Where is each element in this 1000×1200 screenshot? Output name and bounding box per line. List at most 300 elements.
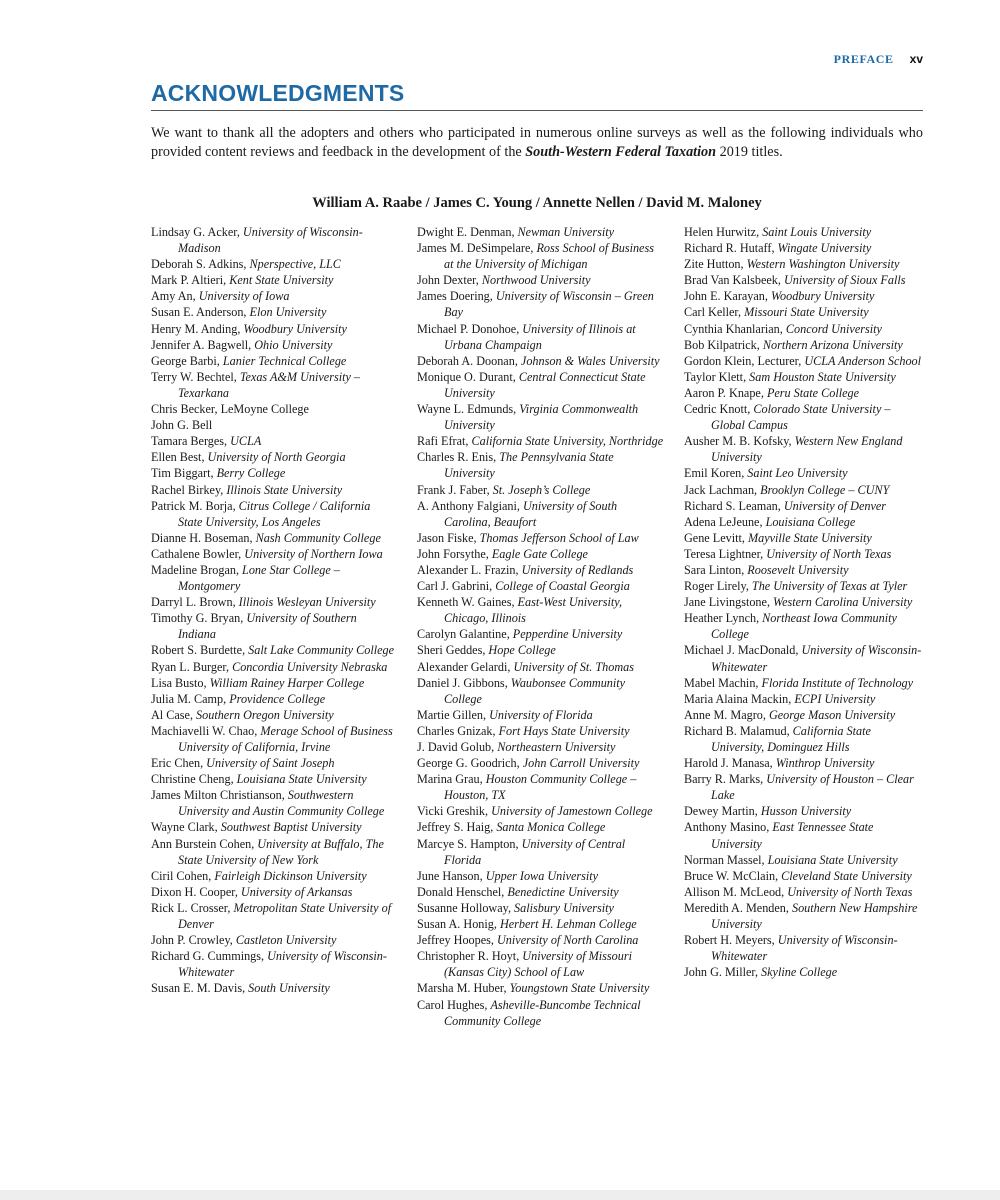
reviewer-entry: Richard S. Leaman, University of Denver [684, 498, 887, 513]
reviewer-affiliation: South University [248, 981, 330, 996]
reviewer-name: Daniel J. Gibbons [417, 675, 505, 690]
reviewer-name: Susan E. M. Davis [151, 981, 243, 996]
reviewer-entry: Richard R. Hutaff, Wingate University [684, 241, 872, 256]
reviewer-name: Terry W. Bechtel [151, 369, 234, 384]
reviewer-affiliation: Saint Louis University [762, 225, 872, 239]
reviewer-affiliation: East Tennessee State University [711, 820, 874, 851]
reviewer-affiliation: University of Florida [489, 707, 593, 722]
reviewer-entry: Jane Livingstone, Western Carolina University [684, 595, 913, 610]
reviewer-entry: Cathalene Bowler, University of Northern Iowa [151, 546, 383, 561]
reviewer-name: Heather Lynch [684, 611, 757, 626]
reviewer-affiliation: Salt Lake Community College [248, 643, 395, 658]
reviewer-entry: Wayne Clark, Southwest Baptist University [151, 820, 362, 835]
reviewer-entry: Charles Gnizak, Fort Hays State University [417, 723, 630, 738]
reviewer-affiliation: University of Wisconsin – Green Bay [444, 289, 654, 320]
reviewer-affiliation: University of North Texas [787, 884, 913, 899]
reviewer-entry: Richard B. Malamud, California State University, Dominguez Hills [684, 723, 871, 754]
reviewer-affiliation: Virginia Commonwealth University [444, 402, 639, 433]
reviewer-affiliation: Louisiana State University [236, 772, 367, 787]
reviewer-entry: J. David Golub, Northeastern University [417, 740, 616, 754]
reviewer-entry: Rachel Birkey, Illinois State University [151, 482, 343, 497]
reviewer-name: Deborah S. Adkins [151, 257, 244, 272]
reviewer-entry: Jeffrey Hoopes, University of North Carolina [417, 933, 639, 948]
reviewer-affiliation: Castleton University [235, 933, 337, 948]
reviewer-name: Barry R. Marks [684, 772, 761, 787]
reviewer-affiliation: Cleveland State University [781, 868, 912, 883]
reviewer-entry: Harold J. Manasa, Winthrop University [684, 756, 875, 771]
reviewer-entry: Gene Levitt, Mayville State University [684, 530, 872, 545]
reviewer-affiliation: Thomas Jefferson School of Law [479, 530, 639, 545]
reviewer-entry: Zite Hutton, Western Washington University [684, 257, 900, 272]
reviewer-entry: Madeline Brogan, Lone Star College – Montgomery [151, 562, 340, 594]
reviewer-affiliation: John Carroll University [522, 756, 640, 771]
reviewer-entry: Tamara Berges, UCLA [151, 434, 262, 449]
reviewer-affiliation: ECPI University [794, 691, 876, 706]
reviewer-name: Dwight E. Denman [417, 225, 512, 239]
reviewer-name: Dewey Martin [684, 804, 755, 819]
reviewer-entry: Charles R. Enis, The Pennsylvania State University [417, 450, 614, 481]
reviewer-entry: Cynthia Khanlarian, Concord University [684, 321, 882, 336]
reviewer-entry: James Doering, University of Wisconsin – Green Bay [417, 289, 654, 320]
reviewer-affiliation: Peru State College [766, 385, 859, 400]
reviewer-name: Al Case [151, 707, 190, 722]
reviewer-affiliation: Johnson & Wales University [520, 353, 660, 368]
reviewer-name: Anne M. Magro [684, 707, 763, 722]
reviewer-entry: A. Anthony Falgiani, University of South Carolina, Beaufort [417, 498, 618, 529]
reviewer-affiliation: Pepperdine University [512, 627, 623, 642]
reviewer-entry: Lisa Busto, William Rainey Harper College [151, 675, 365, 690]
reviewer-entry: Susanne Holloway, Salisbury University [417, 900, 614, 915]
reviewer-name: John G. Miller [684, 965, 755, 980]
reviewer-affiliation: Upper Iowa University [485, 868, 599, 883]
reviewer-name: Jeffrey Hoopes [417, 933, 491, 948]
reviewer-entry: Marcye S. Hampton, University of Central Florida [417, 836, 626, 867]
reviewer-entry: Taylor Klett, Sam Houston State University [684, 369, 896, 384]
reviewer-affiliation: University of South Carolina, Beaufort [444, 498, 618, 529]
reviewer-entry: John P. Crowley, Castleton University [151, 933, 337, 948]
intro-emphasis: South-Western Federal Taxation [525, 144, 717, 160]
reviewer-name: Sara Linton [684, 562, 742, 577]
reviewer-name: Jason Fiske [417, 530, 474, 545]
reviewer-entry: Alexander L. Frazin, University of Redlands [417, 562, 634, 577]
reviewer-name: Rachel Birkey [151, 482, 221, 497]
reviewer-entry: John G. Miller, Skyline College [684, 965, 838, 980]
reviewer-entry: Sheri Geddes, Hope College [417, 643, 556, 658]
reviewer-affiliation: University of North Carolina [497, 933, 639, 948]
reviewer-name: A. Anthony Falgiani [417, 498, 517, 513]
reviewer-entry: Sara Linton, Roosevelt University [684, 562, 849, 577]
reviewer-name: Cathalene Bowler [151, 546, 239, 561]
heading-rule [151, 110, 923, 111]
reviewer-name: John P. Crowley [151, 933, 230, 948]
reviewer-entry: Susan E. Anderson, Elon University [151, 305, 327, 320]
reviewer-name: Ausher M. B. Kofsky [684, 434, 789, 449]
reviewer-entry: Bob Kilpatrick, Northern Arizona University [684, 337, 903, 352]
intro-text-after: 2019 titles. [716, 144, 783, 160]
reviewer-entry: Ciril Cohen, Fairleigh Dickinson University [151, 868, 367, 883]
reviewer-name: Tamara Berges [151, 434, 225, 449]
reviewer-affiliation: University of Wisconsin-Whitewater [711, 933, 898, 964]
reviewer-name: Charles Gnizak [417, 723, 493, 738]
reviewer-name: Michael J. MacDonald [684, 643, 796, 658]
reviewer-name: Susanne Holloway [417, 900, 508, 915]
reviewer-affiliation: Sam Houston State University [749, 369, 896, 384]
reviewer-affiliation: Lanier Technical College [222, 353, 347, 368]
reviewer-affiliation: Winthrop University [775, 756, 875, 771]
reviewer-affiliation: Northeastern University [497, 740, 616, 754]
reviewer-name: George G. Goodrich [417, 756, 517, 771]
reviewer-entry: Allison M. McLeod, University of North Texas [684, 884, 913, 899]
reviewer-name: Bob Kilpatrick [684, 337, 757, 352]
reviewer-affiliation: Louisiana College [765, 514, 856, 529]
reviewer-name: Rafi Efrat [417, 434, 466, 449]
reviewer-name: Richard R. Hutaff [684, 241, 772, 256]
reviewer-entry: James Milton Christianson, Southwestern University and Austin Community College [151, 788, 385, 819]
reviewer-name: Meredith A. Menden [684, 900, 786, 915]
reviewer-affiliation: Woodbury University [243, 321, 347, 336]
reviewer-name: Jeffrey S. Haig [417, 820, 491, 835]
running-head [834, 52, 923, 67]
authors-line: William A. Raabe / James C. Young / Annette Nellen / David M. Maloney [312, 195, 762, 211]
reviewer-name: Deborah A. Doonan [417, 353, 515, 368]
reviewer-entry: Rafi Efrat, California State University, Northridge [417, 434, 664, 449]
reviewer-entry: Wayne L. Edmunds, Virginia Commonwealth University [417, 402, 639, 433]
reviewer-entry: Vicki Greshik, University of Jamestown College [417, 804, 653, 819]
reviewer-entry: Julia M. Camp, Providence College [151, 691, 326, 706]
reviewer-entry: Robert S. Burdette, Salt Lake Community College [151, 643, 395, 658]
reviewer-affiliation: Ohio University [254, 337, 333, 352]
reviewer-affiliation: Berry College [216, 466, 286, 481]
reviewer-affiliation: Elon University [249, 305, 327, 320]
reviewer-entry: Daniel J. Gibbons, Waubonsee Community College [417, 675, 626, 706]
reviewer-name: Robert S. Burdette [151, 643, 243, 658]
reviewer-entry: Maria Alaina Mackin, ECPI University [684, 691, 876, 706]
reviewer-entry: George G. Goodrich, John Carroll University [417, 756, 640, 771]
reviewer-name: Madeline Brogan [151, 562, 236, 577]
reviewer-entry: Kenneth W. Gaines, East-West University, Chicago, Illinois [417, 595, 623, 626]
reviewer-name: Monique O. Durant [417, 369, 513, 384]
reviewer-affiliation: Hope College [488, 643, 556, 658]
reviewer-entry: Mark P. Altieri, Kent State University [151, 273, 334, 288]
reviewer-entry: Marsha M. Huber, Youngstown State University [417, 981, 650, 996]
reviewer-entry: Dianne H. Boseman, Nash Community College [151, 530, 381, 545]
page-title: ACKNOWLEDGMENTS [151, 80, 405, 106]
reviewer-entry: George Barbi, Lanier Technical College [151, 353, 347, 368]
reviewer-name: Bruce W. McClain [684, 868, 776, 883]
reviewer-affiliation: Central Connecticut State University [444, 369, 646, 400]
reviewer-entry: Lindsay G. Acker, University of Wisconsin-Madison [151, 225, 363, 256]
reviewer-affiliation: Lone Star College – Montgomery [178, 562, 340, 594]
reviewer-name: John G. Bell [151, 418, 213, 433]
reviewer-entry: Ausher M. B. Kofsky, Western New England University [684, 434, 903, 465]
reviewer-affiliation: University of Missouri (Kansas City) School of Law [444, 949, 632, 980]
reviewer-name: Jennifer A. Bagwell [151, 337, 249, 352]
reviewer-entry: Susan A. Honig, Herbert H. Lehman College [417, 917, 637, 932]
reviewer-name: Ellen Best [151, 450, 202, 465]
reviewer-affiliation: Skyline College [761, 965, 838, 980]
reviewer-name: Machiavelli W. Chao [151, 723, 255, 738]
reviewer-name: Amy An [151, 289, 193, 304]
reviewer-entry: Henry M. Anding, Woodbury University [151, 321, 347, 336]
reviewer-affiliation: University of Houston – Clear Lake [711, 772, 914, 803]
reviewer-name: Brad Van Kalsbeek [684, 273, 778, 288]
reviewer-affiliation: Asheville-Buncombe Technical Community College [444, 997, 641, 1028]
reviewer-entry: Ellen Best, University of North Georgia [151, 450, 346, 465]
reviewer-entry: Christine Cheng, Louisiana State University [151, 772, 367, 787]
reviewer-entry: Gordon Klein, Lecturer, UCLA Anderson School [684, 353, 922, 368]
reviewer-affiliation: University of Iowa [198, 289, 290, 304]
reviewer-name: George Barbi [151, 353, 217, 368]
reviewer-affiliation: Southwest Baptist University [220, 820, 362, 835]
reviewer-entry: Machiavelli W. Chao, Merage School of Business University of California, Irvine [151, 723, 393, 754]
reviewer-affiliation: University of Central Florida [444, 836, 626, 867]
reviewer-entry: Deborah S. Adkins, Nperspective, LLC [151, 257, 341, 272]
reviewer-entry: Dewey Martin, Husson University [684, 804, 852, 819]
reviewer-name: John Dexter [417, 273, 476, 288]
reviewer-name: Charles R. Enis [417, 450, 494, 465]
reviewer-affiliation: George Mason University [768, 707, 896, 722]
reviewer-entry: Jason Fiske, Thomas Jefferson School of Law [417, 530, 639, 545]
reviewer-name: Marina Grau [417, 772, 480, 787]
reviewer-name: Emil Koren [684, 466, 742, 481]
reviewer-affiliation: Western Washington University [746, 257, 900, 272]
reviewer-entry: Dixon H. Cooper, University of Arkansas [151, 884, 353, 899]
reviewer-name: Maria Alaina Mackin [684, 691, 789, 706]
reviewer-entry: Norman Massel, Louisiana State University [684, 852, 898, 867]
reviewer-entry: John Dexter, Northwood University [417, 273, 591, 288]
reviewer-entry: Jennifer A. Bagwell, Ohio University [151, 337, 333, 352]
reviewer-affiliation: Southern New Hampshire University [711, 900, 918, 932]
reviewer-name: Tim Biggart [151, 466, 211, 481]
reviewer-entry: Michael P. Donohoe, University of Illinois at Urbana Champaign [417, 321, 636, 352]
reviewer-name: Marsha M. Huber [417, 981, 504, 996]
reviewer-name: Jane Livingstone [684, 595, 767, 610]
reviewer-affiliation: California State University, Northridge [471, 434, 664, 449]
reviewer-name: Helen Hurwitz [684, 225, 757, 239]
reviewer-name: Darryl L. Brown [151, 595, 233, 610]
reviewer-entry: Anthony Masino, East Tennessee State University [684, 820, 874, 851]
reviewer-affiliation: Concord University [785, 321, 882, 336]
reviewer-affiliation: Northeast Iowa Community College [711, 611, 897, 642]
reviewer-affiliation: Merage School of Business University of California, Irvine [178, 723, 393, 754]
reviewer-entry: Timothy G. Bryan, University of Southern Indiana [151, 611, 357, 642]
reviewer-affiliation: University of Saint Joseph [206, 756, 335, 771]
reviewer-entry: Helen Hurwitz, Saint Louis University [684, 225, 872, 239]
reviewer-affiliation: Northwood University [481, 273, 591, 288]
reviewer-name: Norman Massel [684, 852, 762, 867]
reviewer-affiliation: Fort Hays State University [498, 723, 630, 738]
reviewer-entry: Robert H. Meyers, University of Wisconsin-Whitewater [684, 933, 898, 964]
reviewer-affiliation: Western New England University [711, 434, 903, 465]
reviewer-name: Wayne Clark [151, 820, 215, 835]
reviewer-name: Henry M. Anding [151, 321, 238, 336]
reviewer-name: Cynthia Khanlarian [684, 321, 780, 336]
reviewer-name: James Milton Christianson [151, 788, 282, 803]
reviewer-affiliation: East-West University, Chicago, Illinois [444, 595, 623, 626]
reviewer-affiliation: Brooklyn College – CUNY [760, 482, 890, 497]
reviewer-name: Dixon H. Cooper [151, 884, 235, 899]
reviewer-name: James Doering [417, 289, 490, 304]
reviewer-name: Lisa Busto [151, 675, 204, 690]
reviewer-affiliation: The Pennsylvania State University [444, 450, 614, 481]
reviewer-affiliation: The University of Texas at Tyler [751, 579, 908, 594]
reviewer-entry: Mabel Machin, Florida Institute of Technology [684, 675, 914, 690]
reviewer-entry: Michael J. MacDonald, University of Wisconsin-Whitewater [684, 643, 922, 674]
reviewer-name: Patrick M. Borja [151, 498, 233, 513]
reviewer-affiliation: Wingate University [777, 241, 872, 256]
reviewer-name: Christopher R. Hoyt [417, 949, 517, 964]
reviewer-affiliation: Citrus College / California State University, Los Angeles [178, 498, 371, 529]
intro-paragraph [151, 124, 923, 162]
reviewer-affiliation: Benedictine University [507, 884, 619, 899]
reviewer-affiliation: California State University, Dominguez Hills [711, 723, 871, 754]
reviewer-name: Dianne H. Boseman [151, 530, 250, 545]
reviewer-name: Carolyn Galantine [417, 627, 507, 642]
reviewer-affiliation: St. Joseph’s College [492, 482, 591, 497]
reviewer-affiliation: University of Jamestown College [491, 804, 653, 819]
page-number: xv [909, 52, 923, 66]
reviewer-name: Susan A. Honig [417, 917, 494, 932]
reviewer-affiliation: Waubonsee Community College [444, 675, 626, 706]
reviewer-entry: Ryan L. Burger, Concordia University Nebraska [151, 659, 388, 674]
reviewer-name: John E. Karayan [684, 289, 765, 304]
reviewer-name: Taylor Klett [684, 369, 744, 384]
reviewer-name: Christine Cheng [151, 772, 231, 787]
reviewer-entry: Terry W. Bechtel, Texas A&M University – Texarkana [151, 369, 361, 400]
reviewer-column-3 [684, 224, 923, 980]
reviewer-affiliation: University at Buffalo, The State University of New York [178, 836, 384, 867]
reviewer-name: Allison M. McLeod [684, 884, 782, 899]
reviewer-affiliation: Eagle Gate College [491, 546, 588, 561]
reviewer-entry: John Forsythe, Eagle Gate College [417, 546, 588, 561]
reviewer-entry: Cedric Knott, Colorado State University – Global Campus [684, 402, 891, 433]
reviewer-affiliation: Texas A&M University – Texarkana [178, 369, 361, 400]
reviewer-affiliation: University of Arkansas [240, 884, 353, 899]
reviewer-name: Ann Burstein Cohen [151, 836, 252, 851]
reviewer-affiliation: Colorado State University – Global Campus [711, 402, 891, 433]
reviewer-name: Alexander L. Frazin [417, 562, 516, 577]
reviewer-entry: Frank J. Faber, St. Joseph’s College [417, 482, 591, 497]
reviewer-name: Richard B. Malamud [684, 723, 787, 738]
reviewer-entry: Dwight E. Denman, Newman University [417, 225, 615, 239]
reviewer-affiliation: University of North Georgia [207, 450, 346, 465]
reviewer-entry: Rick L. Crosser, Metropolitan State University of Denver [151, 900, 392, 932]
reviewer-entry: Patrick M. Borja, Citrus College / California State University, Los Angeles [151, 498, 371, 529]
reviewer-name: J. David Golub [417, 740, 492, 754]
reviewer-name: Marcye S. Hampton [417, 836, 516, 851]
reviewer-entry: Carolyn Galantine, Pepperdine University [417, 627, 623, 642]
reviewer-entry: Jeffrey S. Haig, Santa Monica College [417, 820, 606, 835]
reviewer-entry [151, 401, 396, 417]
reviewer-affiliation: William Rainey Harper College [209, 675, 365, 690]
reviewer-affiliation: Houston Community College – Houston, TX [444, 772, 637, 803]
reviewer-name: Teresa Lightner [684, 546, 761, 561]
reviewer-entry: Emil Koren, Saint Leo University [684, 466, 848, 481]
reviewer-name: Michael P. Donohoe [417, 321, 517, 336]
section-label: PREFACE [833, 52, 894, 66]
reviewer-name: Julia M. Camp [151, 691, 224, 706]
reviewer-entry: Monique O. Durant, Central Connecticut State University [417, 369, 646, 400]
reviewer-affiliation: University of North Texas [766, 546, 892, 561]
reviewer-entry [151, 417, 396, 433]
reviewer-affiliation: University of Northern Iowa [244, 546, 383, 561]
reviewer-affiliation: Saint Leo University [747, 466, 848, 481]
reviewer-entry: Jack Lachman, Brooklyn College – CUNY [684, 482, 890, 497]
reviewer-name: Kenneth W. Gaines [417, 595, 512, 610]
reviewer-name: Robert H. Meyers [684, 933, 772, 948]
reviewer-affiliation: College of Coastal Georgia [495, 579, 630, 594]
reviewer-affiliation: University of Sioux Falls [783, 273, 906, 288]
intro-text-before: We want to thank all the adopters and others who participated in numerous online surveys as well as the following individuals who provided content reviews and feedback in the development of the [151, 125, 923, 160]
reviewer-entry: Christopher R. Hoyt, University of Missouri (Kansas City) School of Law [417, 949, 632, 980]
reviewer-name: Richard S. Leaman [684, 498, 778, 513]
reviewer-name: Alexander Gelardi [417, 659, 508, 674]
reviewer-affiliation: Florida Institute of Technology [761, 675, 914, 690]
reviewer-name: Rick L. Crosser [151, 900, 228, 915]
reviewer-affiliation: Herbert H. Lehman College [499, 917, 637, 932]
reviewer-name: Chris Becker, LeMoyne College [151, 402, 309, 417]
reviewer-affiliation: Roosevelt University [747, 562, 849, 577]
reviewer-column-1 [151, 224, 396, 997]
reviewer-name: Sheri Geddes [417, 643, 483, 658]
reviewer-name: Aaron P. Knape [684, 385, 761, 400]
reviewer-name: Ryan L. Burger [151, 659, 226, 674]
reviewer-entry: Carl Keller, Missouri State University [684, 305, 869, 320]
reviewer-entry: Martie Gillen, University of Florida [417, 707, 593, 722]
reviewer-name: Anthony Masino [684, 820, 767, 835]
reviewer-entry: Barry R. Marks, University of Houston – Clear Lake [684, 772, 914, 803]
reviewer-name: Cedric Knott [684, 402, 748, 417]
reviewer-name: Wayne L. Edmunds [417, 402, 514, 417]
reviewer-affiliation: University of Southern Indiana [178, 611, 357, 642]
reviewer-affiliation: Ross School of Business at the University of Michigan [444, 241, 654, 272]
reviewer-affiliation: Husson University [760, 804, 852, 819]
reviewer-name: Donald Henschel [417, 884, 502, 899]
reviewer-affiliation: Salisbury University [514, 900, 614, 915]
reviewer-name: Mark P. Altieri [151, 273, 224, 288]
reviewer-affiliation: Providence College [229, 691, 326, 706]
reviewer-entry: Tim Biggart, Berry College [151, 466, 286, 481]
reviewer-entry: Eric Chen, University of Saint Joseph [151, 756, 335, 771]
reviewer-name: Eric Chen [151, 756, 201, 771]
reviewer-name: Roger Lirely [684, 579, 746, 594]
reviewer-name: Gordon Klein, Lecturer [684, 353, 799, 368]
reviewer-name: June Hanson [417, 868, 480, 883]
reviewer-affiliation: Nperspective, LLC [249, 257, 341, 272]
reviewer-affiliation: University of Wisconsin-Whitewater [711, 643, 922, 674]
reviewer-entry: Amy An, University of Iowa [151, 289, 290, 304]
reviewer-entry: John E. Karayan, Woodbury University [684, 289, 875, 304]
reviewer-name: Zite Hutton [684, 257, 741, 272]
reviewer-affiliation: Illinois State University [226, 482, 343, 497]
reviewer-affiliation: Fairleigh Dickinson University [214, 868, 367, 883]
reviewer-affiliation: University of Illinois at Urbana Champaign [444, 321, 636, 352]
reviewer-name: Jack Lachman [684, 482, 755, 497]
reviewer-affiliation: Woodbury University [770, 289, 875, 304]
reviewer-affiliation: University of Wisconsin-Madison [178, 225, 363, 256]
reviewer-entry: Teresa Lightner, University of North Texas [684, 546, 892, 561]
reviewer-entry: Al Case, Southern Oregon University [151, 707, 334, 722]
reviewer-name: Lindsay G. Acker [151, 225, 237, 239]
reviewer-entry: Bruce W. McClain, Cleveland State University [684, 868, 912, 883]
reviewer-entry: Meredith A. Menden, Southern New Hampshire University [684, 900, 918, 932]
reviewer-entry: Adena LeJeune, Louisiana College [684, 514, 856, 529]
reviewer-entry: Heather Lynch, Northeast Iowa Community College [684, 611, 897, 642]
reviewer-entry: Ann Burstein Cohen, University at Buffalo, The State University of New York [151, 836, 384, 867]
reviewer-entry: Brad Van Kalsbeek, University of Sioux Falls [684, 273, 906, 288]
reviewer-name: Susan E. Anderson [151, 305, 244, 320]
reviewer-name: Carl Keller [684, 305, 738, 320]
